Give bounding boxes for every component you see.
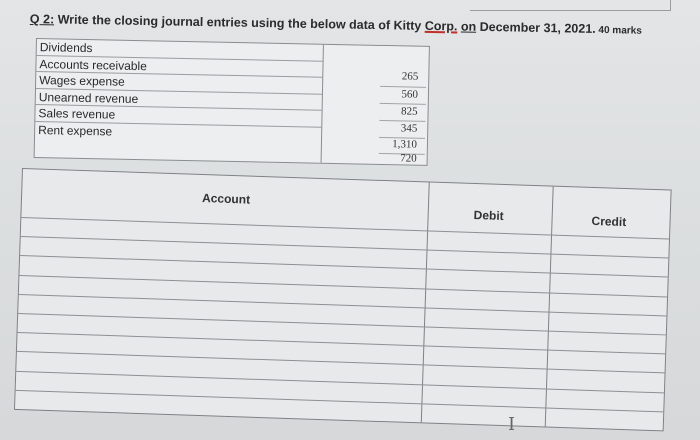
journal-row-line xyxy=(19,294,667,316)
journal-row-line xyxy=(18,332,666,354)
question-text xyxy=(30,12,642,37)
question-marks: 40 marks xyxy=(595,24,642,37)
account-value: 560 xyxy=(401,88,419,101)
paper-edge xyxy=(470,0,671,11)
journal-rows xyxy=(23,169,671,190)
account-value: 345 xyxy=(400,122,418,135)
account-name: Wages expense xyxy=(36,72,322,94)
company-suffix: Corp. xyxy=(424,18,458,34)
journal-row-line xyxy=(21,217,669,239)
credit-header: Credit xyxy=(591,213,627,230)
account-name: Rent expense xyxy=(38,123,113,139)
account-name: Dividends xyxy=(37,39,323,61)
question-body: Write the closing journal entries using the below data of Kitty xyxy=(54,12,425,33)
account-value: 720 xyxy=(400,152,417,165)
journal-row-line xyxy=(19,275,667,297)
account-name: Sales revenue xyxy=(35,105,321,127)
question-number: Q 2: xyxy=(29,12,55,27)
account-name: Unearned revenue xyxy=(36,89,322,111)
journal-row-line xyxy=(17,351,665,373)
account-data-table xyxy=(34,38,430,166)
journal-row-line xyxy=(21,236,669,258)
journal-row-line xyxy=(16,371,664,393)
account-values-column xyxy=(321,45,427,165)
account-header: Account xyxy=(201,190,251,207)
account-value: 265 xyxy=(401,70,419,83)
account-names-column xyxy=(35,39,324,163)
column-divider xyxy=(545,187,554,427)
question-on: on xyxy=(460,19,477,34)
journal-entry-table xyxy=(14,168,672,431)
account-value: 825 xyxy=(400,105,418,118)
account-name: Accounts receivable xyxy=(36,56,322,78)
journal-row-line xyxy=(20,255,668,277)
account-value: 1,310 xyxy=(392,138,418,151)
debit-header: Debit xyxy=(473,208,504,223)
journal-row-line xyxy=(16,390,664,412)
journal-row-line xyxy=(18,313,666,335)
text-cursor-icon: I xyxy=(508,414,516,435)
question-date: December 31, 2021. xyxy=(476,19,596,36)
column-divider xyxy=(421,182,430,422)
